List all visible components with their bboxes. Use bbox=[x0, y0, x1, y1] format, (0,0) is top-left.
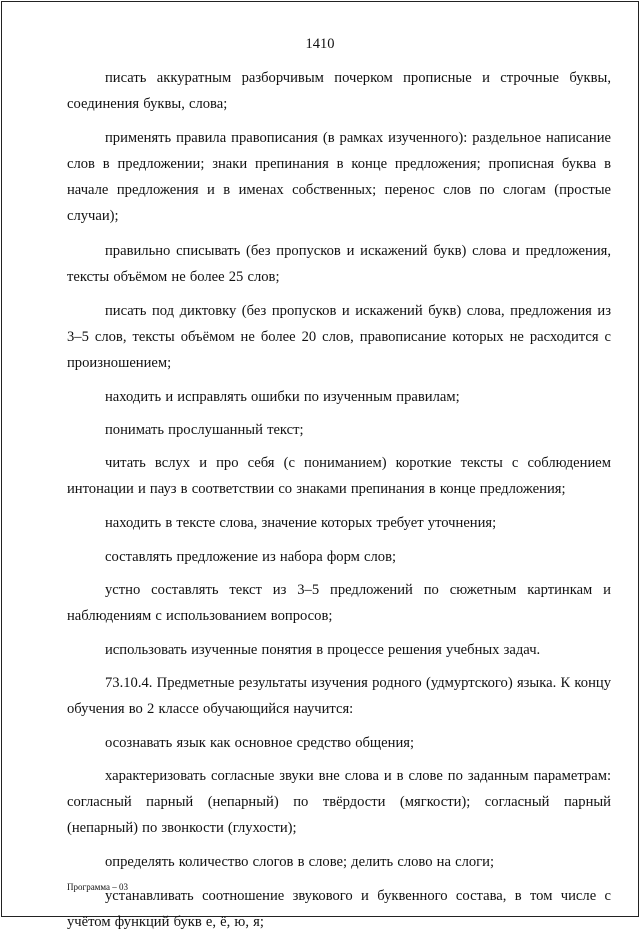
paragraph-dictation: писать под диктовку (без пропусков и искажений букв) слова, предложения из 3–5 слов, тексты объёмом не более 20 слов, правописание которых не расходится с произношением; bbox=[67, 302, 611, 371]
paragraph-reading: читать вслух и про себя (с пониманием) короткие тексты с соблюдением интонации и пауз в соответствии со знаками препинания в конце предложения; bbox=[67, 455, 611, 498]
paragraph-use-concepts: использовать изученные понятия в процессе решения учебных задач. bbox=[105, 641, 541, 658]
paragraph-oral-text: устно составлять текст из 3–5 предложений по сюжетным картинкам и наблюдениям с использованием вопросов; bbox=[67, 581, 611, 624]
paragraph-language-means: осознавать язык как основное средство общения; bbox=[105, 735, 415, 752]
paragraph-fix-errors: находить и исправлять ошибки по изученным правилам; bbox=[105, 389, 460, 406]
paragraph-spelling-rules: применять правила правописания (в рамках изученного): раздельное написание слов в предложении; знаки препинания в конце предложения; прописная буква в начале предложения и в именах собственных; перенос слов по слогам (простые случаи); bbox=[67, 130, 611, 225]
paragraph-copying: правильно списывать (без пропусков и искажений букв) слова и предложения, тексты объёмом не более 25 слов; bbox=[67, 242, 611, 285]
paragraph-compose-sentence: составлять предложение из набора форм слов; bbox=[105, 548, 397, 565]
paragraph-listening: понимать прослушанный текст; bbox=[105, 422, 304, 439]
paragraph-handwriting: писать аккуратным разборчивым почерком прописные и строчные буквы, соединения буквы, слова; bbox=[67, 70, 611, 113]
footer-program-label: Программа – 03 bbox=[67, 882, 129, 892]
paragraph-section-heading: 73.10.4. Предметные результаты изучения родного (удмуртского) языка. К концу обучения во 2 классе обучающийся научится: bbox=[67, 674, 611, 717]
paragraph-consonants: характеризовать согласные звуки вне слова и в слове по заданным параметрам: согласный парный (непарный) по твёрдости (мягкости); согласный парный (непарный) по звонкости (глухости); bbox=[67, 768, 611, 837]
document-body bbox=[67, 65, 611, 943]
paragraph-syllables: определять количество слогов в слове; делить слово на слоги; bbox=[105, 854, 494, 871]
page-number: 1410 bbox=[305, 36, 335, 52]
paragraph-sound-letter: устанавливать соотношение звукового и буквенного состава, в том числе с учётом функций букв е, ё, ю, я; bbox=[67, 887, 611, 930]
paragraph-find-words: находить в тексте слова, значение которых требует уточнения; bbox=[105, 515, 497, 532]
